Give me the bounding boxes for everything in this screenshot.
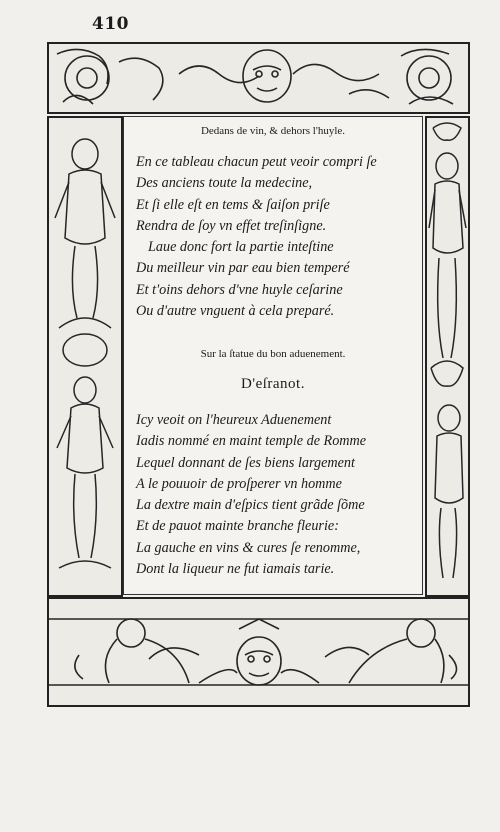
verse-section-1: [136, 152, 377, 322]
right-figure-column: [425, 116, 470, 597]
verse-line: Laue donc fort la partie inteſtine: [148, 239, 334, 256]
top-ornament-panel: [47, 42, 470, 114]
bottom-ornament-panel: [47, 597, 470, 707]
verse-line: Et ſi elle eſt en tems & ſaiſon priſe: [136, 196, 330, 213]
page-number: 410: [92, 14, 129, 34]
verse-line: La gauche en vins & cures ſe renomme,: [136, 539, 361, 556]
bottom-lions-mask-ornament: [49, 599, 468, 705]
verse-line: Lequel donnant de ſes biens largement: [136, 454, 355, 471]
section1-heading: Dedans de vin, & dehors l'huyle.: [200, 125, 346, 137]
woodcut-frame: [47, 42, 470, 707]
verse-line: La dextre main d'eſpics tient grãde ſõme: [136, 497, 365, 514]
verse-line: Rendra de ſoy vn effet treſinſigne.: [136, 217, 327, 234]
verse-line: Des anciens toute la medecine,: [136, 175, 313, 192]
verse-line: Du meilleur vin par eau bien temperé: [136, 260, 350, 277]
section2-heading: Sur la ſtatue du bon aduenement.: [200, 348, 346, 360]
verse-section-2: [136, 410, 366, 580]
top-foliage-mask-ornament: [49, 44, 468, 112]
left-figures-ornament: [49, 118, 121, 595]
verse-line: Dont la liqueur ne fut iamais tarie.: [136, 561, 335, 578]
poem-title: D'eſranot.: [241, 376, 305, 392]
verse-line: Et de pauot mainte branche fleurie:: [136, 518, 339, 535]
verse-line: En ce tableau chacun peut veoir compri ſe: [136, 154, 377, 170]
verse-line: Iadis nommé en maint temple de Romme: [136, 433, 367, 450]
verse-line: Et t'oins dehors d'vne huyle ceſarine: [136, 281, 343, 298]
right-figures-ornament: [427, 118, 468, 595]
left-figure-column: [47, 116, 123, 597]
text-panel: [123, 116, 423, 595]
verse-line: A le pouuoir de proſperer vn homme: [136, 475, 342, 492]
verse-line: Ou d'autre vnguent à cela preparé.: [136, 303, 335, 320]
verse-line: Icy veoit on l'heureux Aduenement: [136, 412, 332, 428]
